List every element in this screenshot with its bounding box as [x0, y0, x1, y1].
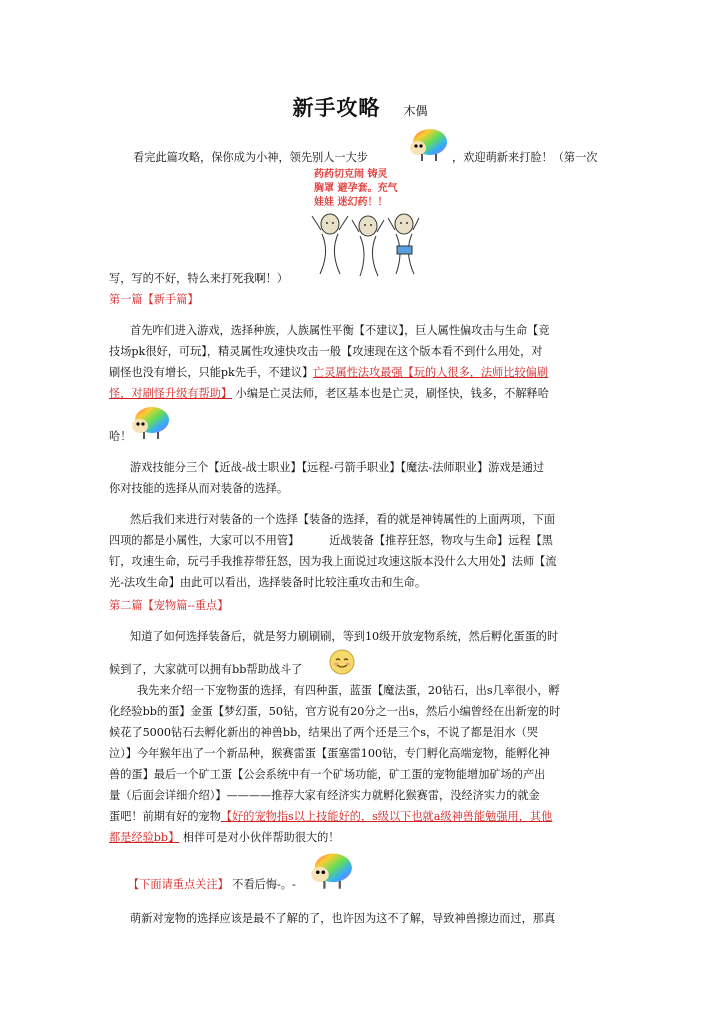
section1-p1-line5: 哈！: [109, 430, 132, 443]
section1-p3-line3: 钉，攻速生命，玩弓手我推荐带狂怒，因为我上面说过攻速这版本没什么大用处】法师【流: [109, 555, 557, 568]
section2-p1-line1: 知道了如何选择装备后，就是努力刷刷刷，等到10级开放宠物系统，然后孵化蛋蛋的时: [130, 630, 559, 643]
section2-heading: 第二篇【宠物篇--重点】: [109, 599, 229, 612]
intro-line-1b: ，欢迎萌新来打脸！（第一次: [452, 151, 598, 164]
section2-p2-line6: 量（后面会详细介绍）】————推荐大家有经济实力就孵化猴赛雷，没经济实力的就金: [109, 789, 540, 802]
section1-p2-line1: 游戏技能分三个【近战-战士职业】【远程-弓箭手职业】【魔法-法师职业】游戏是通过: [130, 461, 545, 474]
good-pet-highlight: 【好的宠物指s以上技能好的，s级以下也就a级神兽能勉强用，其他: [220, 810, 553, 823]
title-row: [0, 92, 720, 122]
section2-p2-line1: 我先来介绍一下宠物蛋的选择，有四种蛋，蓝蛋【魔法蛋，20钻石，出s几率很小，孵: [137, 684, 560, 697]
section2-p2-line8: [109, 827, 339, 848]
focus-tail: 不看后悔-。-: [232, 878, 296, 891]
section1-p3-line2-text: 四项的都是小属性，大家可以不用管】: [109, 534, 300, 547]
dancing-figures-icon: [308, 212, 420, 282]
section1-p3-line1: 然后我们来进行对装备的一个选择【装备的选择，看的就是神铸属性的上面两项，下面: [130, 513, 556, 526]
section2-p2-line5: 兽的蛋】最后一个矿工蛋【公会系统中有一个矿场功能，矿工蛋的宠物能增加矿场的产出: [109, 768, 546, 781]
section2-p2-line8-text: 相伴可是对小伙伴帮助很大的！: [182, 831, 340, 844]
meme-image: [308, 166, 420, 282]
meme-caption-line-3: 娃娃 迷幻药！！: [314, 197, 388, 208]
section1-p1-line4: [109, 383, 549, 404]
page-title: 新手攻略: [292, 95, 381, 120]
section1-heading: 第一篇【新手篇】: [109, 293, 199, 306]
section1-p1-line4-text: 小编是亡灵法师，老区基本也是亡灵，刷怪快，钱多，不解释哈: [235, 387, 549, 400]
author-name: 木偶: [403, 104, 428, 118]
section2-p2-line7-text: 蛋吧！前期有好的宠物: [109, 810, 221, 823]
intro-line-2: 写，写的不好，特么来打死我啊！）: [109, 272, 289, 285]
rainbow-sheep-icon: [406, 124, 450, 164]
section1-p3-line2-tail: 近战装备【推荐狂怒，物攻与生命】远程【黑: [329, 534, 553, 547]
section1-p2-line2: 你对技能的选择从而对装备的选择。: [109, 482, 289, 495]
good-pet-highlight-end: 都是经验bb】: [109, 831, 180, 844]
rainbow-sheep-icon: [128, 402, 172, 442]
focus-line: [128, 874, 296, 895]
section2-p2-line3: 候花了5000钻石去孵化新出的神兽bb，结果出了两个还是三个s，不说了都是泪水（哭: [109, 726, 538, 739]
intro-line-1a: 看完此篇攻略，保你成为小神，领先别人一大步: [133, 151, 368, 164]
meme-caption-line-1: 药药切克闹 铸灵: [314, 169, 388, 180]
section1-p3-line4: 光-法攻生命】由此可以看出，选择装备时比较注重攻击和生命。: [109, 576, 427, 589]
section2-p2-line2: 化经验bb的蛋】金蛋【梦幻蛋，50钻，官方说有20分之一出s，然后小编曾经在出新宠的时: [109, 705, 561, 718]
section1-p3-line2: [109, 530, 553, 551]
section2-p1-line2: 候到了，大家就可以拥有bb帮助战斗了: [109, 663, 303, 676]
undead-highlight: 亡灵属性法攻最强【玩的人很多，法师比较偏刷: [313, 366, 549, 379]
section1-p1-line3-text: 刷怪也没有增长，只能pk先手，不建议】: [109, 366, 314, 379]
section2-p2-line7: [109, 806, 552, 827]
meme-caption-line-2: 胸罩 避孕套。充气: [314, 183, 398, 194]
section1-p1-line1: 首先咋们进入游戏，选择种族，人族属性平衡【不建议】，巨人属性偏攻击与生命【竞: [130, 324, 550, 337]
section1-p1-line3: [109, 362, 548, 383]
section2-p2-line4: 泣）】今年猴年出了一个新品种，猴赛雷蛋【蛋塞雷100钻，专门孵化高端宠物，能孵化神: [109, 747, 550, 760]
smiley-icon: [328, 648, 356, 676]
focus-label: 【下面请重点关注】: [128, 878, 229, 891]
section2-last-line: 萌新对宠物的选择应该是最不了解的了，也许因为这不了解，导致神兽擦边而过，那真: [130, 912, 556, 925]
section1-p1-line2: 技场pk很好，可玩】，精灵属性攻速快攻击一般【攻速现在这个版本看不到什么用处，对: [109, 345, 543, 358]
undead-highlight-end: 怪，对刷怪升级有帮助】: [109, 387, 233, 400]
rainbow-sheep-icon: [306, 848, 356, 892]
